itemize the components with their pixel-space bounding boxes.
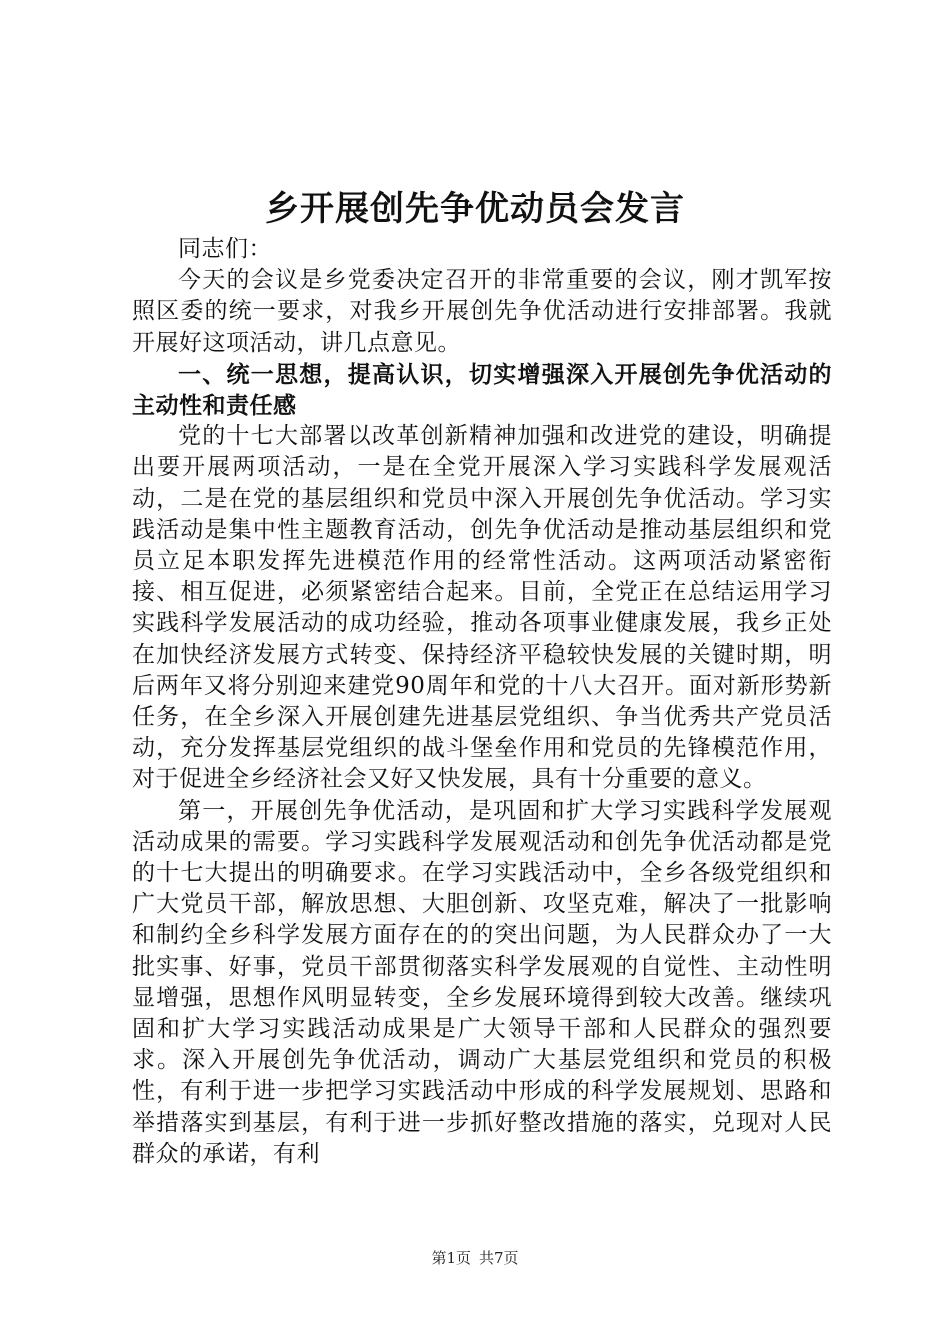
page-footer (0, 1248, 950, 1268)
body-paragraph: 党的十七大部署以改革创新精神加强和改进党的建设，明确提出要开展两项活动，一是在全党开展深入学习实践科学发展观活动，二是在党的基层组织和党员中深入开展创先争优活动。学习实践活动是集中性主题教育活动，创先争优活动是推动基层组织和党员立足本职发挥先进模范作用的经常性活动。这两项活动紧密衔接、相互促进，必须紧密结合起来。目前，全党正在总结运用学习实践科学发展活动的成功经验，推动各项事业健康发展，我乡正处在加快经济发展方式转变、保持经济平稳较快发展的关键时期，明后两年又将分别迎来建党90周年和党的十八大召开。面对新形势新任务，在全乡深入开展创建先进基层党组织、争当优秀共产党员活动，充分发挥基层党组织的战斗堡垒作用和党员的先锋模范作用，对于促进全乡经济社会又好又快发展，具有十分重要的意义。 (132, 423, 832, 793)
section-heading: 一、统一思想，提高认识，切实增强深入开展创先争优活动的主动性和责任感 (132, 360, 832, 420)
intro-paragraph: 今天的会议是乡党委决定召开的非常重要的会议，刚才凯军按照区委的统一要求，对我乡开展创先争优活动进行安排部署。我就开展好这项活动，讲几点意见。 (132, 267, 832, 356)
document-body (132, 234, 832, 1170)
body-paragraph: 第一，开展创先争优活动，是巩固和扩大学习实践科学发展观活动成果的需要。学习实践科学发展观活动和创先争优活动都是党的十七大提出的明确要求。在学习实践活动中，全乡各级党组织和广大党员干部，解放思想、大胆创新、攻坚克难，解决了一批影响和制约全乡科学发展方面存在的的突出问题，为人民群众办了一大批实事、好事，党员干部贯彻落实科学发展观的自觉性、主动性明显增强，思想作风明显转变，全乡发展环境得到较大改善。继续巩固和扩大学习实践活动成果是广大领导干部和人民群众的强烈要求。深入开展创先争优活动，调动广大基层党组织和党员的积极性，有利于进一步把学习实践活动中形成的科学发展规划、思路和举措落实到基层，有利于进一步抓好整改措施的落实，兑现对人民群众的承诺，有利 (132, 797, 832, 1167)
salutation-paragraph: 同志们： (178, 236, 272, 262)
page-number: 第1页 (431, 1249, 471, 1267)
page-total: 共7页 (479, 1249, 519, 1267)
document-title: 乡开展创先争优动员会发言 (265, 189, 685, 229)
